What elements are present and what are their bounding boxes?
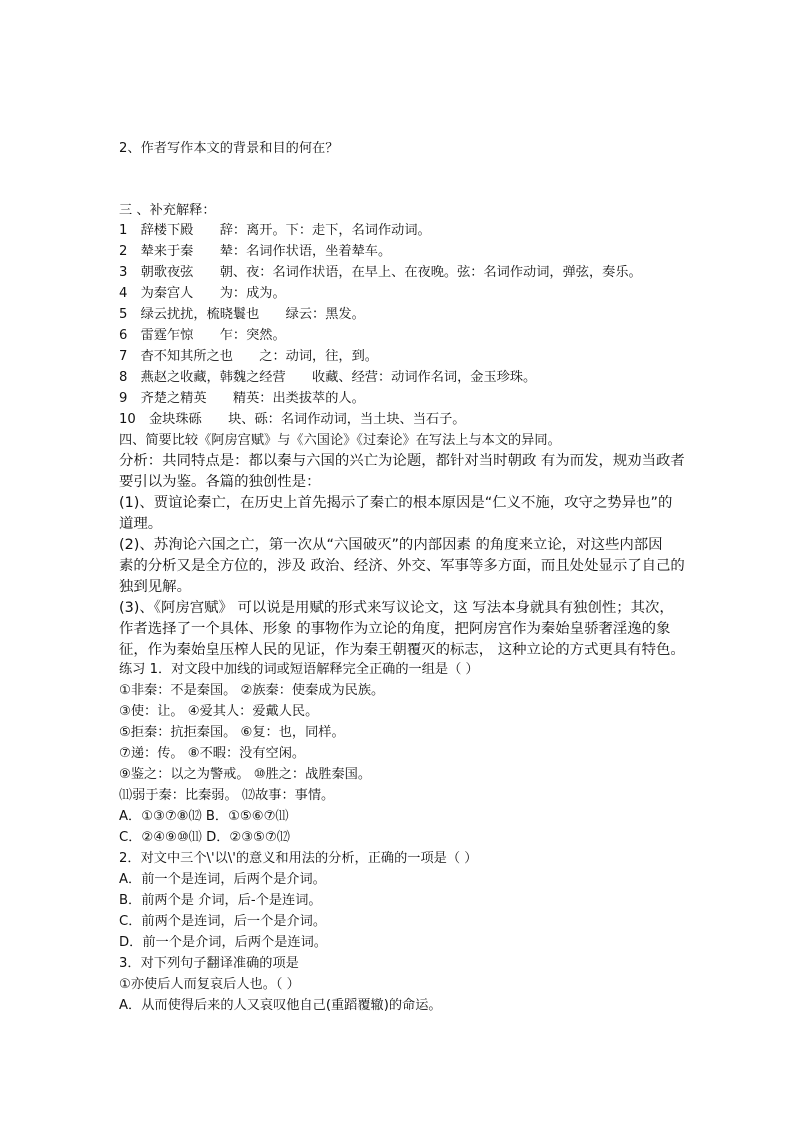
analysis-line: (3)、《阿房宫赋》 可以说是用赋的形式来写议论文，这 写法本身就具有独创性；其次，: [119, 600, 674, 616]
exercise-line: D．前一个是介词，后两个是连词。: [119, 935, 327, 950]
question-2: 2、作者写作本文的背景和目的何在？: [119, 141, 339, 156]
list-item: 6 雷霆乍惊 乍：突然。: [119, 328, 286, 343]
analysis-line: 作者选择了一个具体、形象 的事物作为立论的角度，把阿房宫作为秦始皇骄奢淫逸的象: [119, 621, 671, 637]
analysis-line: (1)、贾谊论秦亡，在历史上首先揭示了秦亡的根本原因是“仁义不施，攻守之势异也”的: [119, 495, 673, 511]
list-item: 8 燕赵之收藏，韩魏之经营 收藏、经营：动词作名词，金玉珍珠。: [119, 370, 537, 385]
exercise-line: ⑨鉴之：以之为警戒。 ⑩胜之：战胜秦国。: [119, 767, 372, 782]
exercise-line: ⑤拒秦：抗拒秦国。 ⑥复：也，同样。: [119, 725, 345, 740]
exercise-line: 3．对下列句子翻译准确的项是: [119, 956, 299, 971]
exercise-line: ①非秦：不是秦国。 ②族秦：使秦成为民族。: [119, 683, 385, 698]
list-item: 10 金块珠砾 块、砾：名词作动词，当土块、当石子。: [119, 412, 466, 427]
exercise-line: 2．对文中三个\'以\'的意义和用法的分析，正确的一项是（ ）: [119, 851, 478, 866]
analysis-line: 分析：共同特点是：都以秦与六国的兴亡为论题，都针对当时朝政 有为而发，规劝当政者: [119, 453, 685, 469]
list-item: 1 辞楼下殿 辞：离开。下：走下，名词作动词。: [119, 223, 431, 238]
exercise-line: C．②④⑨⑩⑾ D．②③⑤⑦⑿: [119, 830, 290, 845]
list-item: 4 为秦宫人 为：成为。: [119, 286, 286, 301]
exercise-line: ①亦使后人而复哀后人也。（ ）: [119, 977, 300, 992]
analysis-line: 征，作为秦始皇压榨人民的见证，作为秦王朝覆灭的标志， 这种立论的方式更具有特色。: [119, 642, 685, 658]
analysis-line: 道理。: [119, 516, 163, 532]
list-item: 9 齐楚之精英 精英：出类拔萃的人。: [119, 391, 365, 406]
list-item: 2 辇来于秦 辇：名词作状语，坐着辇车。: [119, 244, 392, 259]
list-item: 5 绿云扰扰，梳晓鬟也 绿云：黑发。: [119, 307, 365, 322]
list-item: 3 朝歌夜弦 朝、夜：名词作状语，在早上、在夜晚。弦：名词作动词，弹弦，奏乐。: [119, 265, 642, 280]
exercise-line: B．前两个是 介词，后-个是连词。: [119, 893, 322, 908]
analysis-line: 要引以为鉴。各篇的独创性是：: [119, 474, 321, 490]
exercise-line: A．①③⑦⑧⑿ B．①⑤⑥⑦⑾: [119, 809, 289, 824]
exercise-line: C．前两个是连词，后一个是介词。: [119, 914, 327, 929]
exercise-line: ③使：让。 ④爱其人：爱戴人民。: [119, 704, 319, 719]
exercise-line: ⑾弱于秦：比秦弱。 ⑿故事：事情。: [119, 788, 335, 803]
section-4-title: 四、简要比较《阿房宫赋》与《六国论》《过秦论》在写法上与本文的异同。: [119, 433, 561, 448]
list-item: 7 杳不知其所之也 之：动词，往，到。: [119, 349, 378, 364]
exercise-line: ⑦递：传。 ⑧不暇：没有空闲。: [119, 746, 306, 761]
analysis-line: 素的分析又是全方位的，涉及 政治、经济、外交、军事等多方面，而且处处显示了自己的: [119, 558, 685, 574]
exercise-line: A．从而使得后来的人又哀叹他自己(重蹈覆辙)的命运。: [119, 998, 442, 1013]
exercise-line: 练习 1．对文段中加线的词或短语解释完全正确的一组是（ ）: [119, 662, 479, 677]
analysis-line: 独到见解。: [119, 579, 191, 595]
exercise-line: A．前一个是连词，后两个是介词。: [119, 872, 326, 887]
analysis-line: (2)、苏洵论六国之亡，第一次从“六国破灭”的内部因素 的角度来立论，对这些内部因: [119, 537, 663, 553]
section-3-title: 三 、补充解释：: [119, 203, 216, 218]
